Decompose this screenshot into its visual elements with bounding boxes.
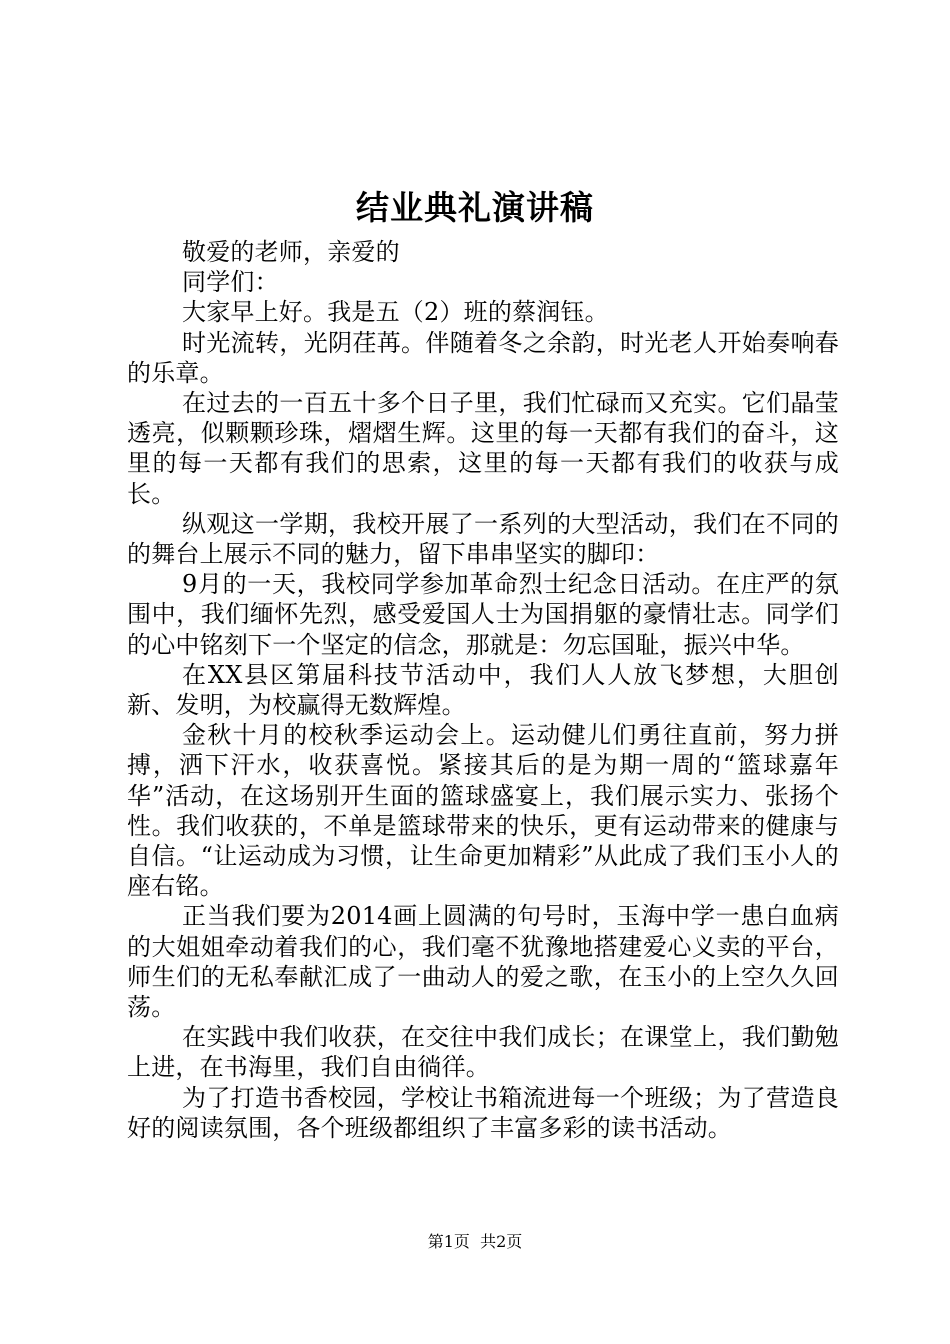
- paragraph: 在实践中我们收获，在交往中我们成长；在课堂上，我们勤勉上进，在书海里，我们自由徜徉。: [127, 1023, 839, 1082]
- paragraph-greeting-1: 敬爱的老师，亲爱的: [182, 238, 400, 266]
- document-title: 结业典礼演讲稿: [356, 188, 594, 227]
- paragraph-greeting-2: 同学们：: [182, 268, 279, 297]
- paragraph: 纵观这一学期，我校开展了一系列的大型活动，我们在不同的的舞台上展示不同的魅力，留下串串坚实的脚印：: [127, 509, 839, 569]
- paragraph-intro: 大家早上好。我是五（2）班的蔡润钰。: [182, 298, 609, 327]
- page-footer: 第1页 共2页: [427, 1232, 523, 1251]
- paragraph: 时光流转，光阴荏苒。伴随着冬之余韵，时光老人开始奏响春的乐章。: [127, 328, 839, 387]
- document-body: [127, 237, 839, 1143]
- paragraph: 正当我们要为2014画上圆满的句号时，玉海中学一患白血病的大姐姐牵动着我们的心，我们毫不犹豫地搭建爱心义卖的平台，师生们的无私奉献汇成了一曲动人的爱之歌，在玉小的上空久久回荡。: [127, 902, 839, 1022]
- paragraph: 9月的一天，我校同学参加革命烈士纪念日活动。在庄严的氛围中，我们缅怀先烈，感受爱国人士为国捐躯的豪情壮志。同学们的心中铭刻下一个坚定的信念，那就是：勿忘国耻，振兴中华。: [127, 570, 839, 659]
- paragraph: 金秋十月的校秋季运动会上。运动健儿们勇往直前，努力拼搏，洒下汗水，收获喜悦。紧接其后的是为期一周的“篮球嘉年华”活动，在这场别开生面的篮球盛宴上，我们展示实力、张扬个性。我们收获的，不单是篮球带来的快乐，更有运动带来的健康与自信。“让运动成为习惯，让生命更加精彩”从此成了我们玉小人的座右铭。: [127, 721, 839, 901]
- paragraph: 为了打造书香校园，学校让书箱流进每一个班级；为了营造良好的阅读氛围，各个班级都组织了丰富多彩的读书活动。: [127, 1083, 839, 1142]
- paragraph: 在过去的一百五十多个日子里，我们忙碌而又充实。它们晶莹透亮，似颗颗珍珠，熠熠生辉。这里的每一天都有我们的奋斗，这里的每一天都有我们的思索，这里的每一天都有我们的收获与成长。: [127, 389, 839, 508]
- paragraph: 在XX县区第届科技节活动中，我们人人放飞梦想，大胆创新、发明，为校赢得无数辉煌。: [127, 660, 839, 720]
